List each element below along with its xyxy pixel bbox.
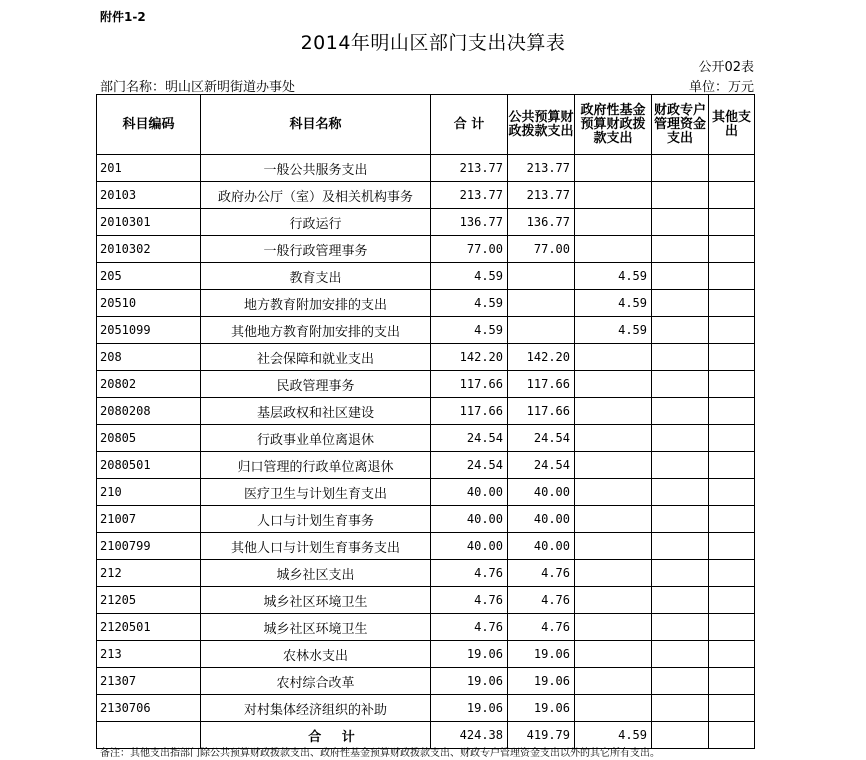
cell-total: 40.00 xyxy=(431,533,508,560)
table-row xyxy=(97,317,755,344)
cell-code: 2080208 xyxy=(97,398,201,425)
cell-special xyxy=(652,209,709,236)
cell-name: 城乡社区环境卫生 xyxy=(201,587,431,614)
cell-total: 4.76 xyxy=(431,587,508,614)
cell-code: 21307 xyxy=(97,668,201,695)
cell-code: 212 xyxy=(97,560,201,587)
cell-special xyxy=(652,479,709,506)
cell-public: 24.54 xyxy=(508,425,575,452)
cell-other xyxy=(709,344,755,371)
cell-other xyxy=(709,614,755,641)
cell-special xyxy=(652,425,709,452)
cell-total: 117.66 xyxy=(431,371,508,398)
cell-special xyxy=(652,155,709,182)
cell-code: 2010301 xyxy=(97,209,201,236)
cell-public: 142.20 xyxy=(508,344,575,371)
cell-other xyxy=(709,155,755,182)
cell-fund xyxy=(575,587,652,614)
table-row xyxy=(97,641,755,668)
cell-code: 20805 xyxy=(97,425,201,452)
cell-fund xyxy=(575,236,652,263)
cell-name: 政府办公厅（室）及相关机构事务 xyxy=(201,182,431,209)
cell-other xyxy=(709,587,755,614)
cell-name: 归口管理的行政单位离退休 xyxy=(201,452,431,479)
cell-public: 19.06 xyxy=(508,695,575,722)
cell-total: 4.59 xyxy=(431,290,508,317)
footnote: 备注：其他支出指部门除公共预算财政拨款支出、政府性基金预算财政拨款支出、财政专户管理资金支出以外的其它所有支出。 xyxy=(100,748,660,759)
table-row xyxy=(97,209,755,236)
total-fund: 4.59 xyxy=(575,722,652,749)
cell-special xyxy=(652,182,709,209)
cell-fund xyxy=(575,668,652,695)
cell-total: 24.54 xyxy=(431,425,508,452)
cell-code: 208 xyxy=(97,344,201,371)
cell-name: 对村集体经济组织的补助 xyxy=(201,695,431,722)
header-special-account: 财政专户管理资金支出 xyxy=(652,95,709,155)
cell-total: 4.76 xyxy=(431,560,508,587)
table-row xyxy=(97,533,755,560)
table-row xyxy=(97,479,755,506)
cell-name: 农村综合改革 xyxy=(201,668,431,695)
cell-other xyxy=(709,641,755,668)
cell-special xyxy=(652,506,709,533)
cell-other xyxy=(709,317,755,344)
cell-name: 社会保障和就业支出 xyxy=(201,344,431,371)
cell-other xyxy=(709,182,755,209)
table-row xyxy=(97,182,755,209)
table-row xyxy=(97,560,755,587)
header-code: 科目编码 xyxy=(97,95,201,155)
cell-total: 136.77 xyxy=(431,209,508,236)
cell-public: 4.76 xyxy=(508,614,575,641)
cell-other xyxy=(709,371,755,398)
cell-other xyxy=(709,236,755,263)
cell-public xyxy=(508,317,575,344)
cell-special xyxy=(652,371,709,398)
expenditure-table xyxy=(96,94,755,749)
header-total: 合 计 xyxy=(431,95,508,155)
cell-fund xyxy=(575,614,652,641)
table-row xyxy=(97,263,755,290)
cell-code: 2100799 xyxy=(97,533,201,560)
table-row xyxy=(97,155,755,182)
cell-total: 4.76 xyxy=(431,614,508,641)
table-row xyxy=(97,695,755,722)
cell-special xyxy=(652,668,709,695)
cell-public: 4.76 xyxy=(508,587,575,614)
total-label: 合 计 xyxy=(201,722,431,749)
cell-code: 210 xyxy=(97,479,201,506)
cell-code: 2051099 xyxy=(97,317,201,344)
cell-other xyxy=(709,533,755,560)
header-other: 其他支出 xyxy=(709,95,755,155)
cell-total: 4.59 xyxy=(431,317,508,344)
cell-fund xyxy=(575,695,652,722)
cell-special xyxy=(652,263,709,290)
cell-fund xyxy=(575,344,652,371)
table-row xyxy=(97,425,755,452)
cell-special xyxy=(652,587,709,614)
cell-fund: 4.59 xyxy=(575,317,652,344)
cell-fund: 4.59 xyxy=(575,290,652,317)
table-row xyxy=(97,290,755,317)
cell-public: 213.77 xyxy=(508,182,575,209)
cell-fund: 4.59 xyxy=(575,263,652,290)
cell-name: 一般公共服务支出 xyxy=(201,155,431,182)
cell-code: 2080501 xyxy=(97,452,201,479)
cell-public: 19.06 xyxy=(508,641,575,668)
table-row xyxy=(97,587,755,614)
header-fund-budget: 政府性基金预算财政拨款支出 xyxy=(575,95,652,155)
cell-total: 19.06 xyxy=(431,668,508,695)
cell-total: 77.00 xyxy=(431,236,508,263)
cell-special xyxy=(652,344,709,371)
cell-fund xyxy=(575,452,652,479)
cell-other xyxy=(709,560,755,587)
cell-special xyxy=(652,398,709,425)
cell-code: 20103 xyxy=(97,182,201,209)
attachment-label: 附件1-2 xyxy=(100,10,146,24)
cell-other xyxy=(709,506,755,533)
cell-code: 201 xyxy=(97,155,201,182)
cell-public xyxy=(508,263,575,290)
cell-name: 农林水支出 xyxy=(201,641,431,668)
cell-name: 教育支出 xyxy=(201,263,431,290)
cell-other xyxy=(709,452,755,479)
cell-code: 21007 xyxy=(97,506,201,533)
department-name: 部门名称：明山区新明街道办事处 xyxy=(100,80,296,95)
cell-fund xyxy=(575,209,652,236)
cell-code: 20802 xyxy=(97,371,201,398)
cell-name: 城乡社区支出 xyxy=(201,560,431,587)
total-total: 424.38 xyxy=(431,722,508,749)
cell-code: 2120501 xyxy=(97,614,201,641)
cell-public: 117.66 xyxy=(508,371,575,398)
page-title: 2014年明山区部门支出决算表 xyxy=(300,32,566,54)
cell-other xyxy=(709,479,755,506)
table-row xyxy=(97,506,755,533)
cell-fund xyxy=(575,371,652,398)
cell-public: 19.06 xyxy=(508,668,575,695)
cell-special xyxy=(652,290,709,317)
cell-special xyxy=(652,614,709,641)
cell-public: 40.00 xyxy=(508,533,575,560)
cell-fund xyxy=(575,641,652,668)
cell-total: 40.00 xyxy=(431,479,508,506)
header-name: 科目名称 xyxy=(201,95,431,155)
cell-other xyxy=(709,263,755,290)
cell-special xyxy=(652,533,709,560)
cell-fund xyxy=(575,506,652,533)
cell-total: 213.77 xyxy=(431,182,508,209)
cell-special xyxy=(652,695,709,722)
cell-total: 19.06 xyxy=(431,641,508,668)
cell-name: 地方教育附加安排的支出 xyxy=(201,290,431,317)
cell-public: 40.00 xyxy=(508,506,575,533)
cell-total: 4.59 xyxy=(431,263,508,290)
cell-public: 24.54 xyxy=(508,452,575,479)
total-special xyxy=(652,722,709,749)
table-row xyxy=(97,398,755,425)
cell-name: 其他人口与计划生育事务支出 xyxy=(201,533,431,560)
cell-total: 142.20 xyxy=(431,344,508,371)
form-number: 公开02表 xyxy=(698,60,754,75)
cell-other xyxy=(709,209,755,236)
cell-other xyxy=(709,398,755,425)
header-public-budget: 公共预算财政拨款支出 xyxy=(508,95,575,155)
cell-public: 77.00 xyxy=(508,236,575,263)
cell-name: 一般行政管理事务 xyxy=(201,236,431,263)
total-public: 419.79 xyxy=(508,722,575,749)
cell-code: 2010302 xyxy=(97,236,201,263)
cell-other xyxy=(709,695,755,722)
unit-label: 单位：万元 xyxy=(688,80,754,95)
cell-name: 民政管理事务 xyxy=(201,371,431,398)
table-row xyxy=(97,614,755,641)
cell-code: 20510 xyxy=(97,290,201,317)
cell-public: 117.66 xyxy=(508,398,575,425)
table-row xyxy=(97,371,755,398)
cell-fund xyxy=(575,398,652,425)
cell-special xyxy=(652,641,709,668)
cell-total: 117.66 xyxy=(431,398,508,425)
cell-name: 人口与计划生育事务 xyxy=(201,506,431,533)
cell-public: 136.77 xyxy=(508,209,575,236)
cell-public: 213.77 xyxy=(508,155,575,182)
cell-special xyxy=(652,452,709,479)
table-row xyxy=(97,344,755,371)
cell-fund xyxy=(575,533,652,560)
cell-name: 医疗卫生与计划生育支出 xyxy=(201,479,431,506)
cell-other xyxy=(709,425,755,452)
cell-fund xyxy=(575,182,652,209)
cell-fund xyxy=(575,155,652,182)
cell-name: 基层政权和社区建设 xyxy=(201,398,431,425)
total-other xyxy=(709,722,755,749)
cell-code: 213 xyxy=(97,641,201,668)
cell-code: 205 xyxy=(97,263,201,290)
cell-name: 城乡社区环境卫生 xyxy=(201,614,431,641)
table-row xyxy=(97,452,755,479)
table-header-row xyxy=(97,95,755,155)
cell-special xyxy=(652,560,709,587)
cell-fund xyxy=(575,560,652,587)
cell-name: 行政事业单位离退休 xyxy=(201,425,431,452)
cell-total: 40.00 xyxy=(431,506,508,533)
cell-code: 2130706 xyxy=(97,695,201,722)
cell-special xyxy=(652,317,709,344)
cell-fund xyxy=(575,479,652,506)
cell-other xyxy=(709,668,755,695)
cell-code: 21205 xyxy=(97,587,201,614)
cell-total: 19.06 xyxy=(431,695,508,722)
cell-public: 4.76 xyxy=(508,560,575,587)
cell-public: 40.00 xyxy=(508,479,575,506)
cell-fund xyxy=(575,425,652,452)
cell-total: 213.77 xyxy=(431,155,508,182)
table-row xyxy=(97,668,755,695)
cell-total: 24.54 xyxy=(431,452,508,479)
cell-name: 行政运行 xyxy=(201,209,431,236)
cell-name: 其他地方教育附加安排的支出 xyxy=(201,317,431,344)
cell-special xyxy=(652,236,709,263)
cell-public xyxy=(508,290,575,317)
cell-other xyxy=(709,290,755,317)
table-row xyxy=(97,236,755,263)
